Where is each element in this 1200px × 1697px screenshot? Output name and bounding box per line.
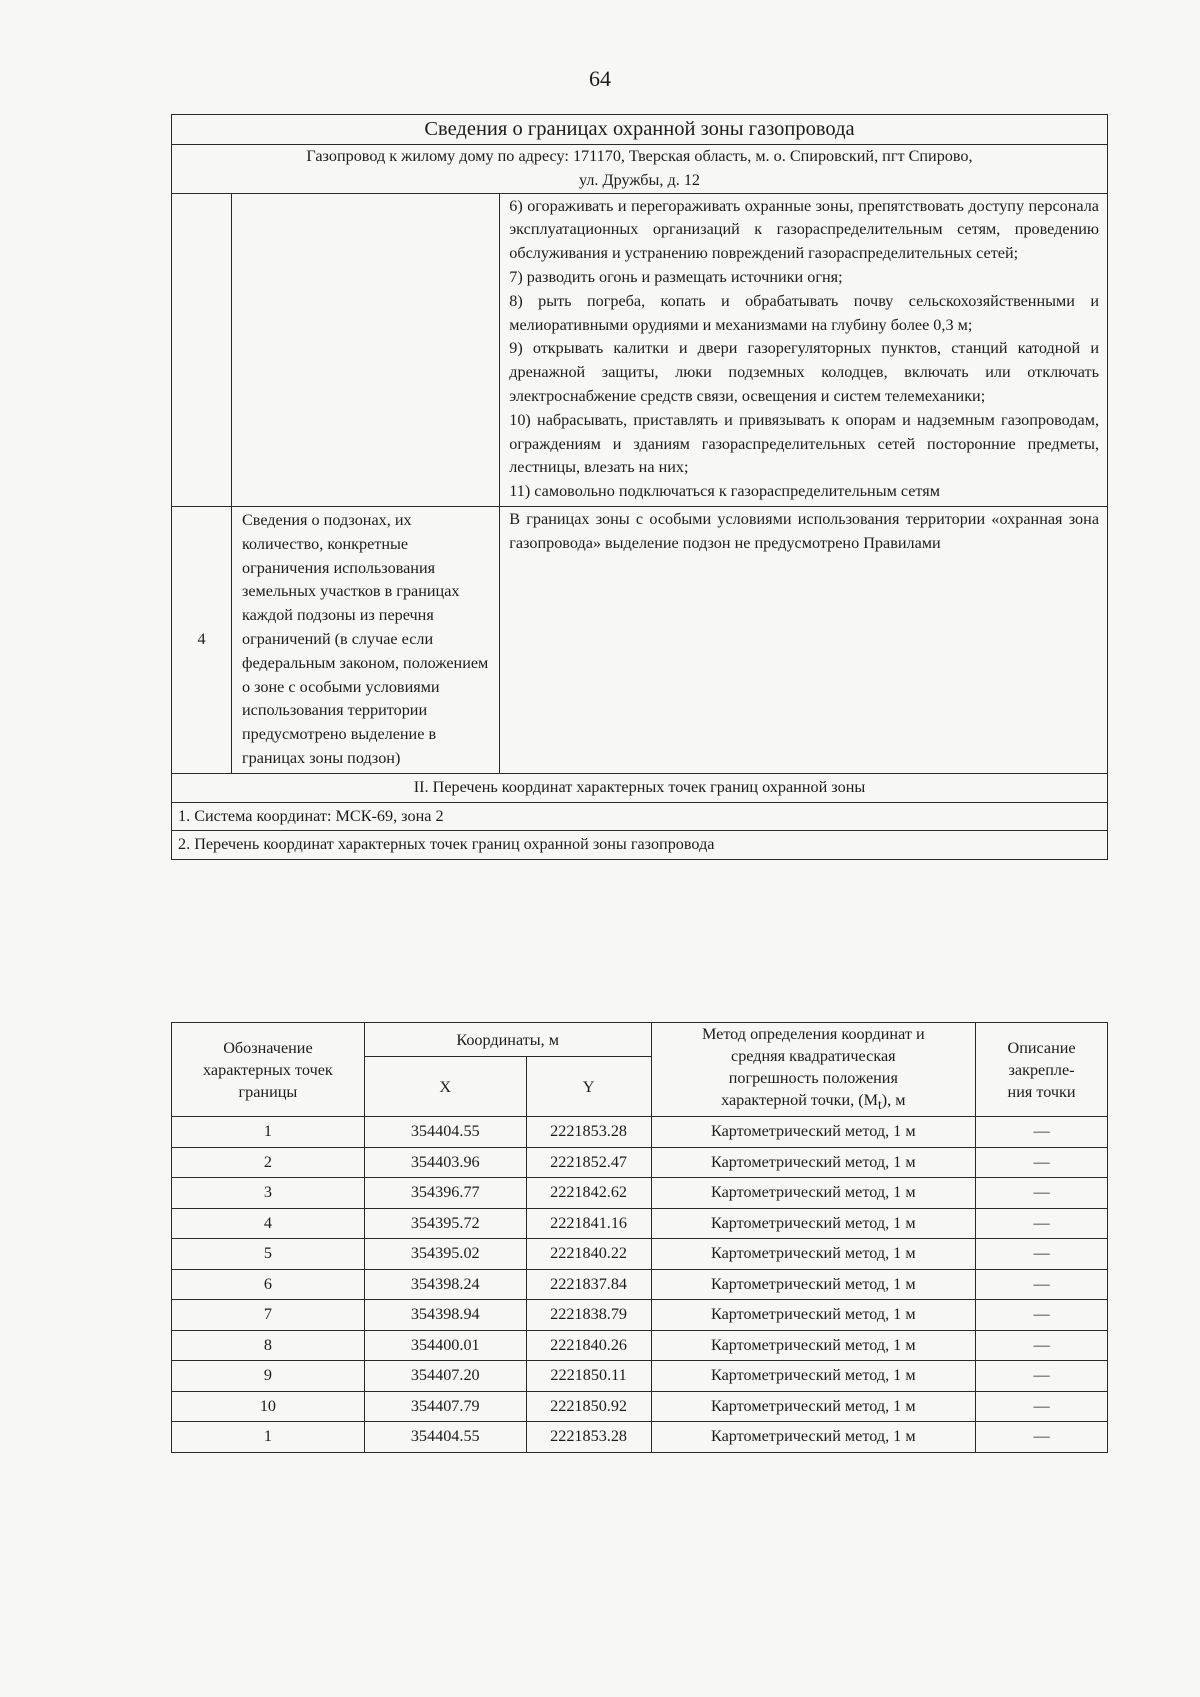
y-cell: 2221840.22	[526, 1239, 651, 1270]
method-header-line	[652, 1089, 976, 1116]
fixation-header-line: ния точки	[1007, 1082, 1076, 1101]
empty-number-cell	[172, 193, 232, 506]
fixation-header-line: закрепле-	[1008, 1060, 1075, 1079]
point-cell: 1	[172, 1422, 365, 1453]
fixation-cell: —	[976, 1178, 1108, 1209]
table-row	[172, 1269, 1108, 1300]
page-number: 64	[589, 66, 611, 91]
subzones-label: Сведения о подзонах, их количество, конкретные ограничения использования земельных участков в границах каждой подзоны из перечня ограничений (в случае если федеральным законом, положением о зоне с особыми условиями использования территории предусмотрено выделение в границах зоны подзон)	[231, 506, 499, 773]
col-header-x: X	[364, 1057, 526, 1117]
point-cell: 5	[172, 1239, 365, 1270]
method-cell: Картометрический метод, 1 м	[651, 1208, 976, 1239]
x-cell: 354404.55	[364, 1117, 526, 1148]
restrictions-row	[172, 193, 1108, 506]
subtitle-line-1: Газопровод к жилому дому по адресу: 171170, Тверская область, м. о. Спировский, пгт Спирово,	[306, 147, 973, 165]
method-header-line: средняя квадратическая	[731, 1047, 896, 1065]
point-cell: 10	[172, 1391, 365, 1422]
point-cell: 7	[172, 1300, 365, 1331]
method-cell: Картометрический метод, 1 м	[651, 1391, 976, 1422]
restriction-item: 6) огораживать и перегораживать охранные зоны, препятствовать доступу персонала эксплуатационных организаций к газораспределительным сетям, проведению обслуживания и устранению повреждений газораспределительных сетей;	[509, 196, 1099, 263]
point-cell: 6	[172, 1269, 365, 1300]
subzones-value: В границах зоны с особыми условиями использования территории «охранная зона газопровода» выделение подзон не предусмотрено Правилами	[500, 506, 1108, 773]
restriction-item: 9) открывать калитки и двери газорегуляторных пунктов, станций катодной и дренажной защиты, люки подземных колодцев, включать или отключать электроснабжение средств связи, освещения и систем телемеханики;	[509, 339, 1099, 405]
x-cell: 354398.24	[364, 1269, 526, 1300]
subzones-row	[172, 506, 1108, 773]
method-cell: Картометрический метод, 1 м	[651, 1330, 976, 1361]
fixation-cell: —	[976, 1300, 1108, 1331]
y-cell: 2221850.92	[526, 1391, 651, 1422]
fixation-cell: —	[976, 1147, 1108, 1178]
col-header-method	[651, 1023, 976, 1117]
fixation-cell: —	[976, 1239, 1108, 1270]
y-cell: 2221842.62	[526, 1178, 651, 1209]
fixation-cell: —	[976, 1361, 1108, 1392]
fixation-cell: —	[976, 1422, 1108, 1453]
restriction-item: 8) рыть погреба, копать и обрабатывать почву сельскохозяйственными и мелиоративными орудиями и механизмами на глубину более 0,3 м;	[509, 291, 1099, 334]
point-cell: 1	[172, 1117, 365, 1148]
x-cell: 354403.96	[364, 1147, 526, 1178]
restriction-item: 10) набрасывать, приставлять и привязывать к опорам и надземным газопроводам, ограждениям и зданиям газораспределительных сетей посторонние предметы, лестницы, влезать на них;	[509, 410, 1099, 477]
col-header-coordinates: Координаты, м	[364, 1023, 651, 1057]
fixation-cell: —	[976, 1391, 1108, 1422]
table-row	[172, 1300, 1108, 1331]
table-row	[172, 1330, 1108, 1361]
point-cell: 4	[172, 1208, 365, 1239]
coordinates-list-title: 2. Перечень координат характерных точек границ охранной зоны газопровода	[172, 831, 1108, 860]
method-cell: Картометрический метод, 1 м	[651, 1269, 976, 1300]
y-cell: 2221841.16	[526, 1208, 651, 1239]
y-cell: 2221853.28	[526, 1422, 651, 1453]
y-cell: 2221852.47	[526, 1147, 651, 1178]
method-header-text: характерной точки, (M	[721, 1091, 878, 1109]
table-row	[172, 1117, 1108, 1148]
table-title: Сведения о границах охранной зоны газопровода	[172, 115, 1108, 145]
restrictions-cell	[500, 193, 1108, 506]
method-cell: Картометрический метод, 1 м	[651, 1422, 976, 1453]
point-cell: 9	[172, 1361, 365, 1392]
coordinate-system: 1. Система координат: МСК-69, зона 2	[172, 802, 1108, 831]
row-number: 4	[172, 506, 232, 773]
x-cell: 354407.20	[364, 1361, 526, 1392]
table-row	[172, 1208, 1108, 1239]
table-row	[172, 1178, 1108, 1209]
point-cell: 8	[172, 1330, 365, 1361]
y-cell: 2221853.28	[526, 1117, 651, 1148]
section-title: II. Перечень координат характерных точек границ охранной зоны	[172, 773, 1108, 802]
point-cell: 3	[172, 1178, 365, 1209]
x-cell: 354395.72	[364, 1208, 526, 1239]
method-cell: Картометрический метод, 1 м	[651, 1239, 976, 1270]
method-cell: Картометрический метод, 1 м	[651, 1178, 976, 1209]
restriction-item: 7) разводить огонь и размещать источники огня;	[509, 267, 843, 286]
zone-info-table	[171, 114, 1108, 860]
method-header-line: погрешность положения	[728, 1069, 898, 1087]
method-header-text-end: ), м	[881, 1091, 906, 1109]
restriction-item: 11) самовольно подключаться к газораспределительным сетям	[509, 482, 940, 501]
method-cell: Картометрический метод, 1 м	[651, 1300, 976, 1331]
fixation-cell: —	[976, 1117, 1108, 1148]
x-cell: 354400.01	[364, 1330, 526, 1361]
coordinates-table	[171, 1022, 1108, 1453]
col-header-point: Обозначение характерных точек границы	[172, 1023, 365, 1117]
table-subtitle	[172, 145, 1108, 194]
fixation-cell: —	[976, 1208, 1108, 1239]
y-cell: 2221837.84	[526, 1269, 651, 1300]
subtitle-line-2: ул. Дружбы, д. 12	[578, 170, 701, 189]
x-cell: 354395.02	[364, 1239, 526, 1270]
y-cell: 2221850.11	[526, 1361, 651, 1392]
x-cell: 354407.79	[364, 1391, 526, 1422]
fixation-cell: —	[976, 1269, 1108, 1300]
y-cell: 2221840.26	[526, 1330, 651, 1361]
x-cell: 354404.55	[364, 1422, 526, 1453]
table-row	[172, 1239, 1108, 1270]
method-header-subscript: t	[878, 1097, 882, 1113]
table-row	[172, 1391, 1108, 1422]
y-cell: 2221838.79	[526, 1300, 651, 1331]
method-cell: Картометрический метод, 1 м	[651, 1117, 976, 1148]
x-cell: 354398.94	[364, 1300, 526, 1331]
fixation-cell: —	[976, 1330, 1108, 1361]
method-cell: Картометрический метод, 1 м	[651, 1361, 976, 1392]
table-row	[172, 1422, 1108, 1453]
col-header-y: Y	[526, 1057, 651, 1117]
fixation-header-line: Описание	[1007, 1038, 1076, 1057]
x-cell: 354396.77	[364, 1178, 526, 1209]
empty-label-cell	[231, 193, 499, 506]
table-row	[172, 1361, 1108, 1392]
method-header-line: Метод определения координат и	[701, 1025, 925, 1043]
col-header-fixation	[976, 1023, 1108, 1117]
table-row	[172, 1147, 1108, 1178]
point-cell: 2	[172, 1147, 365, 1178]
method-cell: Картометрический метод, 1 м	[651, 1147, 976, 1178]
